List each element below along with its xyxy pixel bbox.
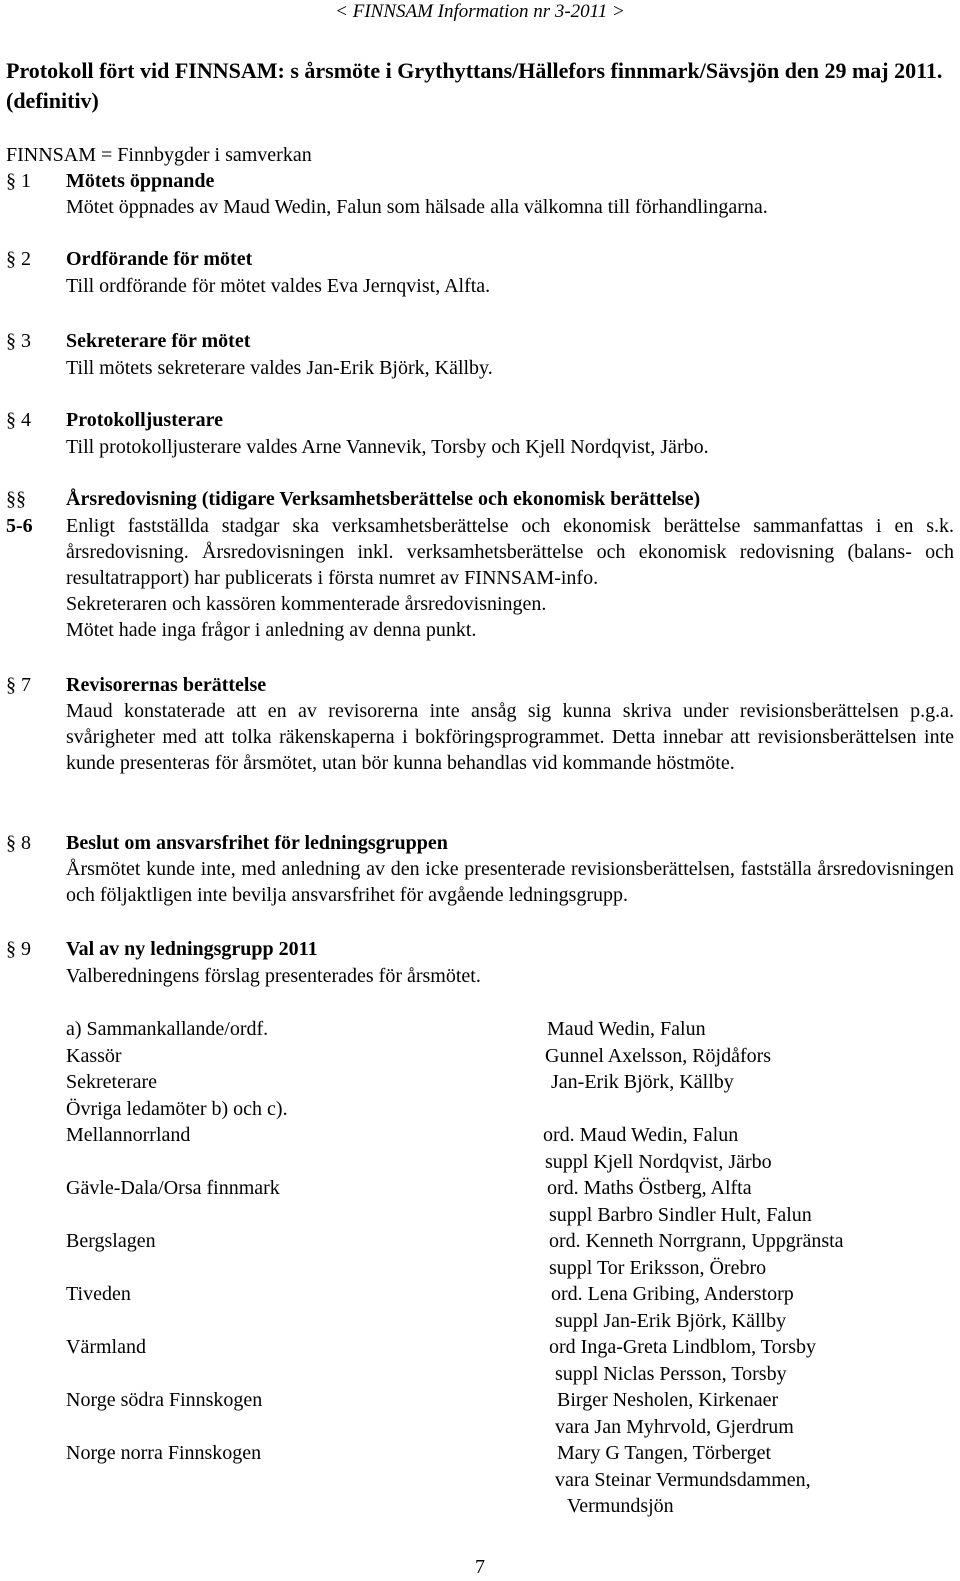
role-value: ord Inga-Greta Lindblom, Torsby	[549, 1336, 817, 1358]
section-number-prefix: §§	[6, 488, 26, 510]
section-number: § 8	[6, 832, 31, 854]
section-heading: Revisorernas berättelse	[66, 674, 267, 696]
role-value: Maud Wedin, Falun	[547, 1018, 706, 1040]
section-heading: Årsredovisning (tidigare Verksamhetsberättelse och ekonomisk berättelse)	[66, 488, 701, 510]
role-label: Norge södra Finnskogen	[66, 1389, 263, 1411]
role-value: vara Steinar Vermundsdammen,	[555, 1469, 811, 1491]
page-header: < FINNSAM Information nr 3-2011 >	[335, 1, 625, 22]
section-text: Till ordförande för mötet valdes Eva Jernqvist, Alfta.	[66, 275, 491, 297]
section-text: Sekreteraren och kassören kommenterade årsredovisningen.	[66, 593, 547, 615]
role-label: a) Sammankallande/ordf.	[66, 1018, 269, 1040]
role-value: Vermundsjön	[567, 1495, 674, 1517]
section-number: § 1	[6, 170, 31, 192]
role-value: ord. Lena Gribing, Anderstorp	[551, 1283, 794, 1305]
role-label: Sekreterare	[66, 1071, 158, 1093]
section-text: Årsmötet kunde inte, med anledning av den icke presenterade revisionsberättelsen, fastställa årsredovisningen och följaktligen inte bevilja ansvarsfrihet för avgående ledningsgrupp.	[66, 858, 954, 906]
role-label: Kassör	[66, 1045, 122, 1067]
section-heading: Beslut om ansvarsfrihet för ledningsgruppen	[66, 832, 448, 854]
role-value: suppl Barbro Sindler Hult, Falun	[549, 1204, 812, 1226]
section-number: § 3	[6, 330, 31, 352]
section-heading: Protokolljusterare	[66, 409, 224, 431]
role-value: ord. Maud Wedin, Falun	[543, 1124, 739, 1146]
section-text: Till protokolljusterare valdes Arne Vannevik, Torsby och Kjell Nordqvist, Järbo.	[66, 436, 709, 458]
section-number: § 2	[6, 248, 31, 270]
section-number: § 4	[6, 409, 31, 431]
role-label: Norge norra Finnskogen	[66, 1442, 262, 1464]
section-text: Till mötets sekreterare valdes Jan-Erik Björk, Källby.	[66, 357, 493, 379]
role-label: Mellannorrland	[66, 1124, 191, 1146]
section-heading: Mötets öppnande	[66, 170, 215, 192]
role-label: Bergslagen	[66, 1230, 156, 1252]
section-text: Enligt fastställda stadgar ska verksamhetsberättelse och ekonomisk berättelse sammanfattas i en s.k. årsredovisning. Årsredovisningen inkl. verksamhetsberättelse och ekonomisk redovisning (balans- och resultatrapport) har publicerats i första numret av FINNSAM-info.	[66, 515, 954, 589]
role-label: Värmland	[66, 1336, 146, 1358]
section-number: 5-6	[6, 515, 33, 537]
role-label: Tiveden	[66, 1283, 131, 1305]
section-heading: Val av ny ledningsgrupp 2011	[66, 938, 318, 960]
role-value: vara Jan Myhrvold, Gjerdrum	[555, 1416, 794, 1438]
section-text: Valberedningens förslag presenterades för årsmötet.	[66, 965, 481, 987]
page-number: 7	[475, 1556, 485, 1578]
role-value: Mary G Tangen, Törberget	[557, 1442, 772, 1464]
role-value: Gunnel Axelsson, Röjdåfors	[545, 1045, 772, 1067]
role-value: ord. Kenneth Norrgrann, Uppgränsta	[549, 1230, 844, 1252]
role-value: suppl Tor Eriksson, Örebro	[549, 1257, 767, 1279]
role-value: suppl Jan-Erik Björk, Källby	[555, 1310, 787, 1332]
role-value: suppl Niclas Persson, Torsby	[555, 1363, 787, 1385]
role-label: Övriga ledamöter b) och c).	[66, 1098, 288, 1120]
role-value: ord. Maths Östberg, Alfta	[547, 1177, 752, 1199]
section-text: Mötet hade inga frågor i anledning av denna punkt.	[66, 619, 477, 641]
section-text: Maud konstaterade att en av revisorerna inte ansåg sig kunna skriva under revisionsberättelsen p.g.a. svårigheter med att tolka räkenskaperna i bokföringsprogrammet. Detta innebar att revisionsberättelsen inte kunde presenteras för årsmötet, utan bör kunna behandlas vid kommande höstmöte.	[66, 700, 954, 774]
section-number: § 9	[6, 938, 31, 960]
section-text: Mötet öppnades av Maud Wedin, Falun som hälsade alla välkomna till förhandlingarna.	[66, 196, 768, 218]
section-heading: Sekreterare för mötet	[66, 330, 251, 352]
section-heading: Ordförande för mötet	[66, 248, 253, 270]
role-label: Gävle-Dala/Orsa finnmark	[66, 1177, 280, 1199]
section-number: § 7	[6, 674, 31, 696]
role-value: suppl Kjell Nordqvist, Järbo	[545, 1151, 772, 1173]
intro-line: FINNSAM = Finnbygder i samverkan	[6, 144, 312, 166]
role-value: Birger Nesholen, Kirkenaer	[557, 1389, 779, 1411]
document-title: Protokoll fört vid FINNSAM: s årsmöte i Grythyttans/Hällefors finnmark/Sävsjön den 29 maj 2011. (definitiv)	[6, 58, 943, 113]
role-value: Jan-Erik Björk, Källby	[551, 1071, 734, 1093]
